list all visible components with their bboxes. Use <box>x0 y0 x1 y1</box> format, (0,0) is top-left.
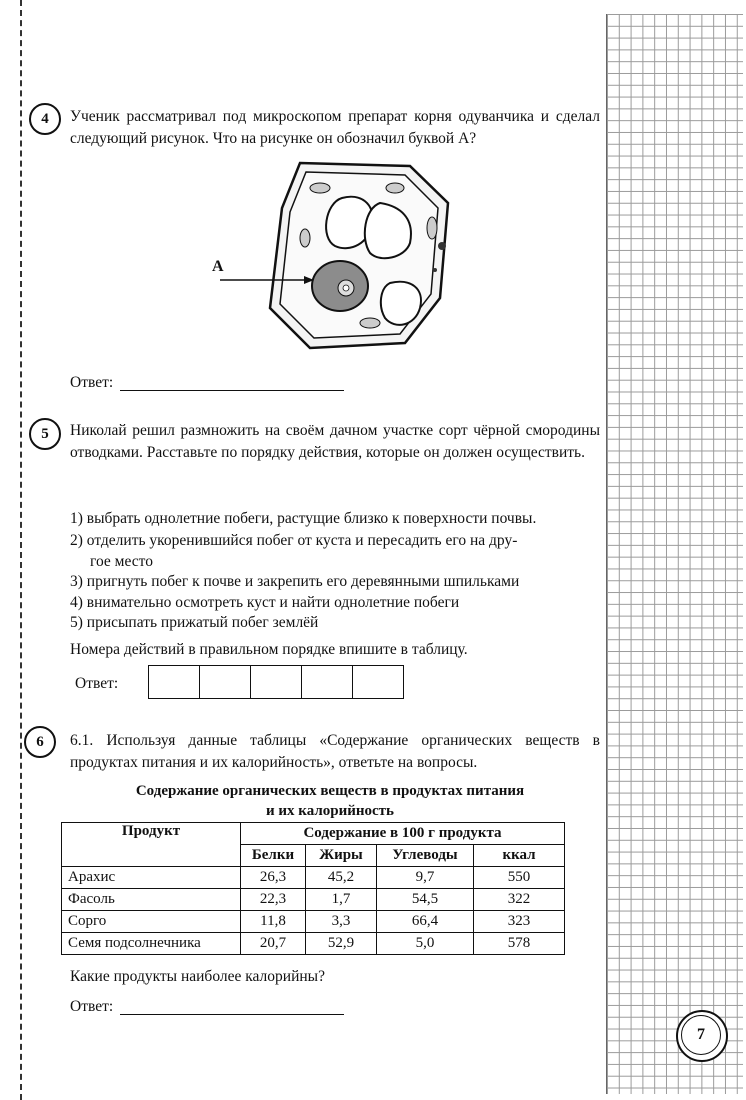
cell-fats: 1,7 <box>306 889 377 911</box>
nutrition-table <box>61 822 565 955</box>
cell-figure <box>210 158 480 358</box>
question-5-text: Николай решил размножить на своём дачном участке сорт чёрной смородины отводками. Расставьте по порядку действия, которые он должен осуществить. <box>70 422 600 461</box>
header-carbs: Углеводы <box>377 845 474 867</box>
question-5-option-2-cont: гое место <box>90 553 153 570</box>
cell-kcal: 578 <box>474 933 565 955</box>
table-row <box>62 889 565 911</box>
table-row <box>62 933 565 955</box>
question-5-answer-label: Ответ: <box>75 675 119 692</box>
cell-kcal: 323 <box>474 911 565 933</box>
header-proteins: Белки <box>241 845 306 867</box>
question-6-answer-field[interactable] <box>120 1014 344 1015</box>
cell-carbs: 5,0 <box>377 933 474 955</box>
page-number-badge <box>676 1010 728 1062</box>
table-title-line-2: и их калорийность <box>266 803 394 819</box>
answer-cell-3[interactable] <box>251 666 302 699</box>
cell-proteins: 22,3 <box>241 889 306 911</box>
answer-cell-1[interactable] <box>149 666 200 699</box>
grid-margin <box>606 14 743 1094</box>
cell-kcal: 322 <box>474 889 565 911</box>
question-5-answer-table <box>148 665 404 699</box>
row-name: Сорго <box>62 911 241 933</box>
cell-proteins: 20,7 <box>241 933 306 955</box>
question-4-text: Ученик рассматривал под микроскопом препарат корня одуванчика и сделал следующий рисунок. Что на рисунке он обозначил буквой А? <box>70 108 600 147</box>
answer-cell-5[interactable] <box>353 666 404 699</box>
question-5-option-3: 3) пригнуть побег к почве и закрепить его деревянными шпильками <box>70 573 520 590</box>
cell-fats: 52,9 <box>306 933 377 955</box>
cell-carbs: 54,5 <box>377 889 474 911</box>
answer-cell-2[interactable] <box>200 666 251 699</box>
header-content: Содержание в 100 г продукта <box>241 823 565 845</box>
question-4-number: 4 <box>29 103 61 135</box>
answer-cell-4[interactable] <box>302 666 353 699</box>
question-5-number: 5 <box>29 418 61 450</box>
cell-fats: 45,2 <box>306 867 377 889</box>
header-fats: Жиры <box>306 845 377 867</box>
table-title-line-1: Содержание органических веществ в продуктах питания <box>135 783 525 799</box>
page-number: 7 <box>681 1015 721 1055</box>
question-5-instruction: Номера действий в правильном порядке впишите в таблицу. <box>70 641 468 658</box>
question-6-number: 6 <box>24 726 56 758</box>
row-name: Семя подсолнечника <box>62 933 241 955</box>
cell-proteins: 26,3 <box>241 867 306 889</box>
cell-fats: 3,3 <box>306 911 377 933</box>
table-row <box>62 867 565 889</box>
header-kcal: ккал <box>474 845 565 867</box>
question-5-option-5: 5) присыпать прижатый побег землёй <box>70 614 319 631</box>
question-6-question: Какие продукты наиболее калорийны? <box>70 968 325 985</box>
cell-proteins: 11,8 <box>241 911 306 933</box>
question-5-option-4: 4) внимательно осмотреть куст и найти однолетние побеги <box>70 594 460 611</box>
question-4-answer-field[interactable] <box>120 390 344 391</box>
table-row <box>62 911 565 933</box>
cut-line <box>20 0 22 1100</box>
cell-carbs: 9,7 <box>377 867 474 889</box>
row-name: Фасоль <box>62 889 241 911</box>
header-product: Продукт <box>62 823 241 867</box>
row-name: Арахис <box>62 867 241 889</box>
figure-label-a: А <box>212 258 224 275</box>
cell-carbs: 66,4 <box>377 911 474 933</box>
question-5-option-2: 2) отделить укоренившийся побег от куста и пересадить его на дру- <box>70 532 518 549</box>
question-5-option-1: 1) выбрать однолетние побеги, растущие близко к поверхности почвы. <box>70 510 537 527</box>
question-6-text: 6.1. Используя данные таблицы «Содержание органических веществ в продуктах питания и их калорийность», ответьте на вопросы. <box>70 732 600 771</box>
question-6-answer-label: Ответ: <box>70 998 114 1015</box>
question-4-answer-label: Ответ: <box>70 374 114 391</box>
cell-kcal: 550 <box>474 867 565 889</box>
